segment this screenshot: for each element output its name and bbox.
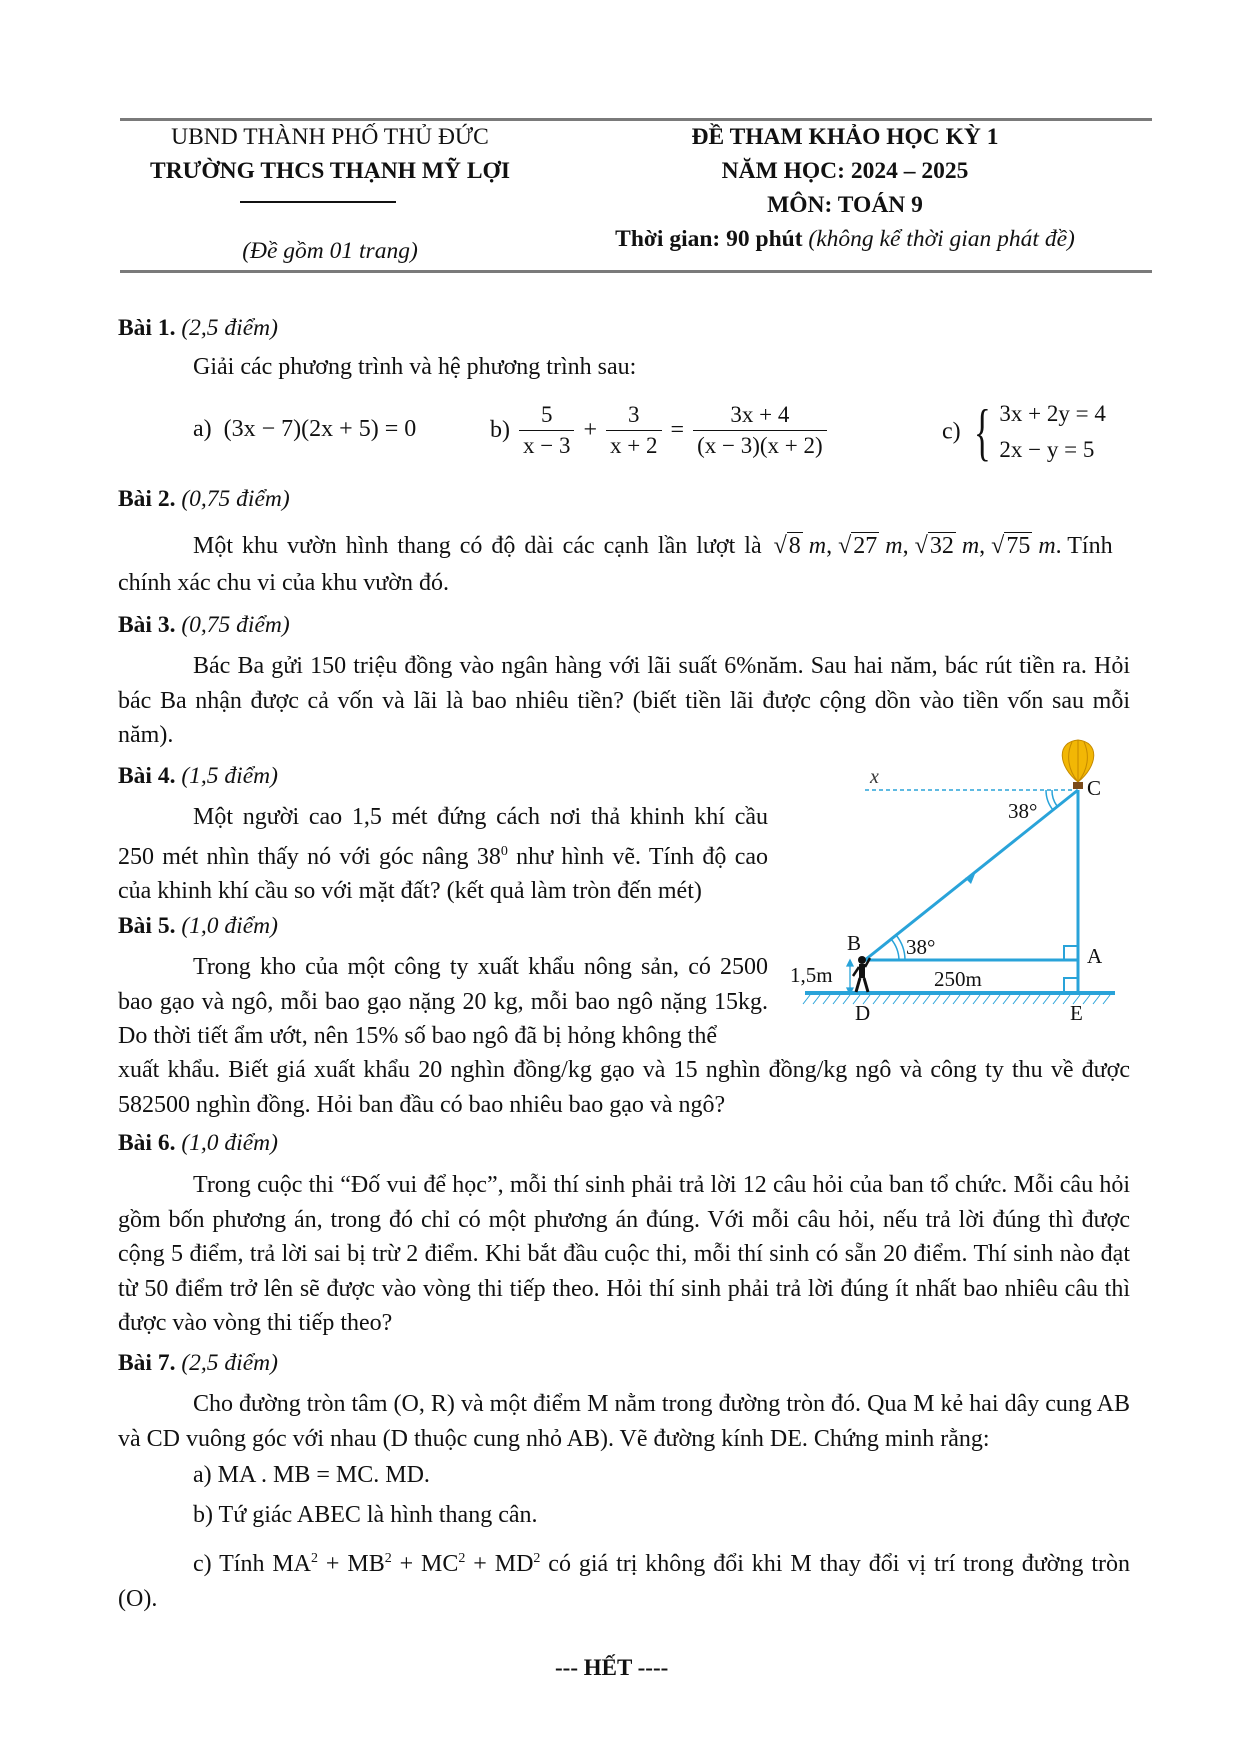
bai7-part-a: a) MA . MB = MC. MD.: [193, 1462, 430, 1488]
bai5-text1: Trong kho của một công ty xuất khẩu nông sản, có 2500 bao gạo và ngô, mỗi bao gạo nặng 20 kg, mỗi bao ngô nặng 15kg. Do thời tiết ẩm ướt, nên 15% số bao ngô đã bị hỏng không thể: [118, 954, 768, 1049]
system-eq2: 2x − y = 5: [999, 437, 1095, 462]
bai6-label: Bài 6.: [118, 1130, 176, 1156]
header-right: [580, 120, 1110, 222]
radicand-4: 75: [1006, 533, 1031, 559]
label-C: C: [1087, 776, 1102, 800]
fraction-1: [519, 400, 574, 461]
system-eq1: 3x + 2y = 4: [999, 401, 1106, 426]
bai1-a-expr: (3x − 7)(2x + 5) = 0: [223, 416, 417, 442]
bai4-title: [118, 763, 278, 790]
bai4-text: [118, 800, 768, 909]
bai2-line1: Một khu vườn hình thang có độ dài các cạnh lần lượt là √8 m, √27 m, √32 m, √75 m. Tính: [193, 533, 1113, 559]
angle-arc-B: [896, 935, 905, 960]
bai6-title: [118, 1130, 278, 1157]
header-left: [110, 120, 550, 188]
exam-title: ĐỀ THAM KHẢO HỌC KỲ 1: [691, 124, 999, 150]
bai1-part-b: [490, 400, 830, 461]
bai2-title: [118, 486, 290, 513]
sq-3: 2: [458, 1551, 466, 1566]
unit-1: m: [808, 533, 827, 559]
time-note: (không kể thời gian phát đề): [808, 226, 1075, 252]
bai2-line2: chính xác chu vi của khu vườn đó.: [118, 570, 449, 596]
bai5-title: [118, 913, 278, 940]
bai7-title: [118, 1350, 278, 1377]
school-year: NĂM HỌC: 2024 – 2025: [721, 158, 969, 184]
bai2-text: Một khu vườn hình thang có độ dài các cạnh lần lượt là: [193, 533, 762, 559]
bai4-label: Bài 4.: [118, 763, 176, 789]
department-name: UBND THÀNH PHỐ THỦ ĐỨC: [171, 124, 489, 150]
frac3-num: 3x + 4: [693, 400, 827, 431]
bai1-title: [118, 315, 278, 342]
radicand-1: 8: [788, 533, 801, 559]
label-angle-top: 38°: [1008, 799, 1038, 823]
unit-2: m: [885, 533, 903, 559]
unit-4: m: [1038, 533, 1056, 559]
system-brace-icon: {: [973, 396, 991, 467]
balloon-figure: [780, 735, 1130, 1035]
bai4-text-post: như hình vẽ. Tính độ cao của khinh khí cầu so với mặt đất? (kết quả làm tròn đến mét): [118, 843, 768, 904]
fraction-2: [606, 400, 661, 461]
label-D: D: [855, 1001, 871, 1025]
label-angle-bottom: 38°: [906, 935, 936, 959]
bai7-label: Bài 7.: [118, 1350, 176, 1376]
header-bottom-rule: [120, 270, 1152, 273]
bai1-b-label: b): [490, 417, 510, 443]
height-arrow-icon: [847, 960, 853, 994]
label-A: A: [1087, 944, 1103, 968]
end-marker: --- HẾT ----: [555, 1655, 669, 1680]
sq-4: 2: [533, 1551, 541, 1566]
sq-1: 2: [311, 1551, 319, 1566]
bai7-part-c: [118, 1542, 1130, 1616]
equation-system: [999, 396, 1105, 468]
page-count-note: (Đề gồm 01 trang): [242, 238, 418, 264]
c-pre: c) Tính MA: [193, 1551, 312, 1577]
radicand-3: 32: [929, 533, 954, 559]
school-name: TRƯỜNG THCS THẠNH MỸ LỢI: [150, 158, 510, 184]
subject: MÔN: TOÁN 9: [767, 192, 923, 218]
bai5-label: Bài 5.: [118, 913, 176, 939]
plus-sign: +: [583, 417, 598, 443]
bai4-text-pre: Một người cao 1,5 mét đứng cách nơi thả khinh khí cầu 250 mét nhìn thấy nó với góc nâng 38: [118, 804, 768, 870]
bai3-text: Bác Ba gửi 150 triệu đồng vào ngân hàng với lãi suất 6%năm. Sau hai năm, bác rút tiền ra. Hỏi bác Ba nhận được cả vốn và lãi là bao nhiêu tiền? (biết tiền lãi được cộng dồn vào tiền vốn sau mỗi năm).: [118, 653, 1130, 748]
label-B: B: [847, 931, 862, 955]
sqrt-2: √27: [838, 533, 878, 559]
bai2-label: Bài 2.: [118, 486, 176, 512]
angle-arc-B2: [891, 939, 899, 960]
angle-arc-C2: [1052, 790, 1057, 806]
bai3-points: (0,75 điểm): [181, 612, 290, 638]
ground-hatch: [803, 995, 1110, 1004]
bai2-text-post: . Tính: [1055, 533, 1113, 559]
header-left-underline: [240, 201, 396, 203]
sqrt-4: √75: [991, 533, 1031, 559]
sq-2: 2: [384, 1551, 392, 1566]
bai7-text: Cho đường tròn tâm (O, R) và một điểm M nằm trong đường tròn đó. Qua M kẻ hai dây cung AB và CD vuông góc với nhau (D thuộc cung nhỏ AB). Vẽ đường kính DE. Chứng minh rằng:: [118, 1391, 1130, 1452]
label-distance: 250m: [934, 967, 982, 991]
bai6-points: (1,0 điểm): [181, 1130, 278, 1156]
bai1-part-c: [942, 396, 1106, 468]
label-E: E: [1070, 1001, 1083, 1025]
label-height: 1,5m: [790, 963, 833, 987]
right-angle-A: [1064, 946, 1078, 960]
c-post: có giá trị không đổi khi M thay đổi vị trí trong đường tròn (O).: [118, 1551, 1130, 1612]
bai7-part-b: b) Tứ giác ABEC là hình thang cân.: [193, 1502, 538, 1528]
bai1-a-label: a): [193, 416, 212, 442]
sqrt-3: √32: [914, 533, 954, 559]
bai1-points: (2,5 điểm): [181, 315, 278, 341]
bai2-points: (0,75 điểm): [181, 486, 290, 512]
bai3-title: [118, 612, 290, 639]
line-of-sight: [865, 790, 1078, 960]
bai3-label: Bài 3.: [118, 612, 176, 638]
bai5-points: (1,0 điểm): [181, 913, 278, 939]
unit-3: m: [961, 533, 980, 559]
degree-sup: 0: [500, 843, 508, 859]
frac3-den: (x − 3)(x + 2): [697, 433, 823, 458]
bai1-text: Giải các phương trình và hệ phương trình sau:: [193, 354, 637, 380]
radicand-2: 27: [853, 533, 878, 559]
bai1-c-label: c): [942, 418, 961, 445]
time-label: Thời gian: 90 phút: [615, 226, 803, 252]
frac2-den: x + 2: [610, 433, 658, 458]
time-line: [560, 222, 1130, 256]
bai1-label: Bài 1.: [118, 315, 176, 341]
bai7-points: (2,5 điểm): [181, 1350, 278, 1376]
equals-sign: =: [670, 417, 685, 443]
c-mid3: + MD: [465, 1551, 534, 1577]
bai6-text: Trong cuộc thi “Đố vui để học”, mỗi thí sinh phải trả lời 12 câu hỏi của ban tổ chức. Mỗi câu hỏi gồm bốn phương án, trong đó chỉ có một phương án đúng. Với mỗi câu hỏi, nếu trả lời đúng thì được cộng 5 điểm, trả lời sai bị trừ 2 điểm. Khi bắt đầu cuộc thi, mỗi thí sinh có sẵn 20 điểm. Thí sinh nào đạt từ 50 điểm trở lên sẽ được vào vòng thi tiếp theo. Hỏi thí sinh phải trả lời đúng ít nhất bao nhiêu câu thì được vào vòng thi tiếp theo?: [118, 1172, 1130, 1336]
bai5-text2: xuất khẩu. Biết giá xuất khẩu 20 nghìn đồng/kg gạo và 15 nghìn đồng/kg ngô và công ty thu về được 582500 nghìn đồng. Hỏi ban đầu có bao nhiêu bao gạo và ngô?: [118, 1057, 1130, 1118]
person-icon: [853, 956, 870, 992]
frac1-num: 5: [519, 400, 574, 431]
bai1-part-a: [193, 416, 416, 443]
c-mid1: + MB: [318, 1551, 385, 1577]
c-mid2: + MC: [391, 1551, 459, 1577]
right-angle-E: [1064, 978, 1078, 992]
label-x: x: [870, 766, 879, 788]
frac2-num: 3: [606, 400, 661, 431]
fraction-3: [693, 400, 827, 461]
sqrt-1: √8: [773, 533, 801, 559]
bai4-points: (1,5 điểm): [181, 763, 278, 789]
frac1-den: x − 3: [523, 433, 571, 458]
